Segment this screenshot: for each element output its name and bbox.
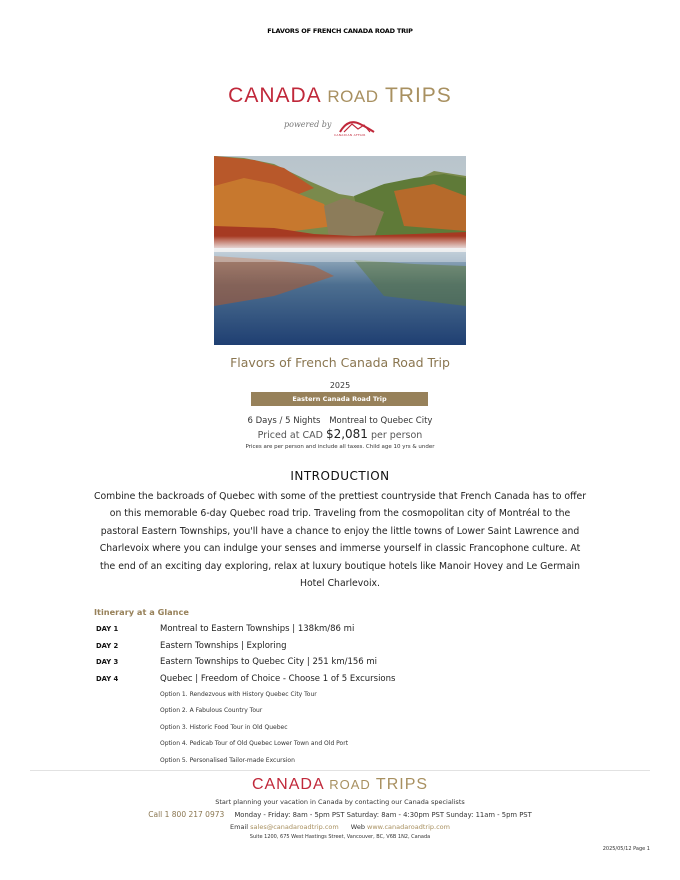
itinerary-day xyxy=(95,620,575,637)
itinerary-day xyxy=(95,670,575,687)
price-amount: $2,081 xyxy=(325,427,368,441)
email-link[interactable]: sales@canadaroadtrip.com xyxy=(250,823,339,831)
day-description: Montreal to Eastern Townships | 138km/86 mi xyxy=(160,624,355,634)
document-title: FLAVORS OF FRENCH CANADA ROAD TRIP xyxy=(267,27,413,35)
trip-year: 2025 xyxy=(329,381,351,390)
excursion-option xyxy=(95,702,575,718)
logo-part-canada: CANADA xyxy=(228,84,321,107)
brand-logo xyxy=(0,84,680,109)
trip-duration: 6 Days / 5 Nights xyxy=(247,416,321,426)
footer-logo-trips: TRIPS xyxy=(375,776,429,793)
day-description: Quebec | Freedom of Choice - Choose 1 of 5 Excursions xyxy=(160,673,396,684)
trip-price xyxy=(0,427,680,441)
price-note: Prices are per person and include all taxes. Child age 10 yrs & under xyxy=(245,444,435,450)
footer-logo-road: ROAD xyxy=(329,777,371,792)
itinerary-heading: Itinerary at a Glance xyxy=(94,607,189,617)
itinerary-list xyxy=(95,620,575,768)
web-label: Web xyxy=(350,823,365,831)
price-suffix: per person xyxy=(370,430,423,441)
day-label: DAY 1 xyxy=(96,625,119,633)
day-description: Eastern Townships to Quebec City | 251 km/156 mi xyxy=(160,657,378,667)
day-label: DAY 4 xyxy=(96,674,119,683)
option-text: Option 4. Pedicab Tour of Old Quebec Lower Town and Old Port xyxy=(160,740,349,748)
footer-phone-link[interactable]: Call 1 800 217 0973 xyxy=(148,810,225,819)
day-label: DAY 3 xyxy=(96,658,119,666)
footer-divider xyxy=(30,770,650,771)
itinerary-day xyxy=(95,653,575,670)
email-label: Email xyxy=(230,823,249,831)
option-text: Option 1. Rendezvous with History Quebec City Tour xyxy=(160,691,317,698)
trip-category-badge: Eastern Canada Road Trip xyxy=(251,392,428,406)
footer-address: Suite 1200, 675 West Hastings Street, Vancouver, BC, V6B 1N2, Canada xyxy=(249,834,431,840)
trip-title: Flavors of French Canada Road Trip xyxy=(230,355,450,370)
day-description: Eastern Townships | Exploring xyxy=(160,640,287,651)
footer-tagline: Start planning your vacation in Canada by contacting our Canada specialists xyxy=(215,798,465,806)
excursion-option xyxy=(95,752,575,768)
option-text: Option 3. Historic Food Tour in Old Quebec xyxy=(160,723,288,731)
logo-part-road: ROAD xyxy=(327,87,379,106)
footer-contact xyxy=(0,823,680,831)
powered-by-badge xyxy=(284,116,404,140)
introduction-heading: INTRODUCTION xyxy=(290,469,390,483)
price-prefix: Priced at CAD xyxy=(257,430,323,441)
page-stamp: 2025/05/12 Page 1 xyxy=(602,846,650,852)
powered-by-text: powered by xyxy=(284,120,332,129)
option-text: Option 2. A Fabulous Country Tour xyxy=(160,707,263,715)
footer-logo xyxy=(0,776,680,794)
option-text: Option 5. Personalised Tailor-made Excursion xyxy=(160,756,295,764)
excursion-option xyxy=(95,686,575,702)
footer-hours xyxy=(0,810,680,819)
logo-part-trips: TRIPS xyxy=(384,84,452,107)
footer-hours-text: Monday - Friday: 8am - 5pm PST Saturday: 8am - 4:30pm PST Sunday: 11am - 5pm PST xyxy=(234,811,532,819)
day-label: DAY 2 xyxy=(96,641,119,650)
footer-logo-canada: CANADA xyxy=(251,776,324,793)
excursion-option xyxy=(95,735,575,751)
powered-by-brand: CANADIAN AFFAIR xyxy=(334,133,366,137)
excursion-option xyxy=(95,719,575,735)
trip-meta xyxy=(0,416,680,426)
trip-route: Montreal to Quebec City xyxy=(329,416,433,426)
web-link[interactable]: www.canadaroadtrip.com xyxy=(367,823,450,831)
itinerary-day xyxy=(95,637,575,654)
introduction-body: Combine the backroads of Quebec with some of the prettiest countryside that French Canada has to offer on this memorable 6-day Quebec road trip. Traveling from the cosmopolitan city of Montréal to the pastoral Eastern Townships, you'll have a chance to enjoy the little towns of Lower Saint Lawrence and Charlevoix where you can indulge your senses and immerse yourself in classic Francophone culture. At the end of an exciting day exploring, relax at luxury boutique hotels like Manoir Hovey and Le Germain Hotel Charlevoix. xyxy=(93,491,587,590)
hero-image xyxy=(214,156,466,345)
